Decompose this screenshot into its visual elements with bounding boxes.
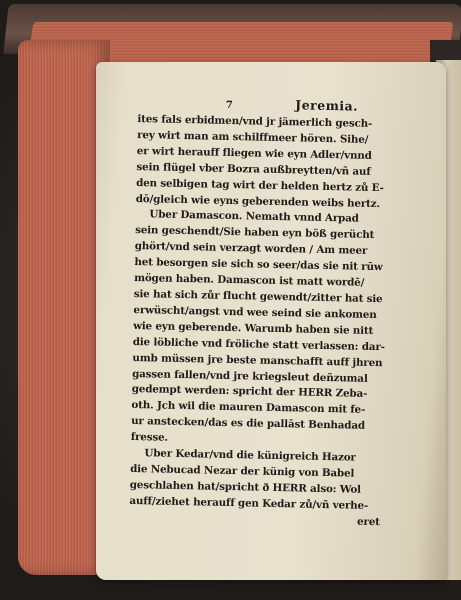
- text-line: gassen fallen/vnd jre kriegsleut deñzumal: [132, 367, 368, 385]
- text-line: wie eyn geberende. Warumb haben sie nitt: [133, 319, 374, 337]
- text-line: die löbliche vnd fröliche statt verlassen: dar-: [132, 335, 385, 353]
- text-line: sein geschendt/Sie haben eyn böß gerücht: [135, 224, 375, 242]
- text-line: het besorgen sie sich so seer/das sie nit rūw: [134, 256, 383, 274]
- text-line: sein flügel vber Bozra außbreytten/vñ auf: [136, 160, 371, 178]
- text-line: oth. Jch wil die mauren Damascon mit fe-: [131, 399, 366, 417]
- text-line: den selbigen tag wirt der helden hertz zů E-: [136, 176, 384, 194]
- text-line: geschlahen hat/spricht ð HERR also: Wol: [129, 478, 362, 496]
- text-line: fresse.: [130, 431, 169, 444]
- text-line: ites fals erbidmen/vnd jr jämerlich gesch-: [137, 112, 373, 130]
- catchword: eret: [356, 515, 380, 528]
- text-line: ghört/vnd sein verzagt worden / Am meer: [134, 240, 368, 258]
- text-line: mögen haben. Damascon ist matt wordē/: [134, 272, 365, 289]
- page-marker: 7: [225, 99, 234, 111]
- text-line: Uber Kedar/vnd die künigreich Hazor: [144, 447, 356, 464]
- text-line: auff/ziehet herauff gen Kedar zů/vñ verhe-: [129, 494, 369, 512]
- text-line: erwüscht/angst vnd wee seind sie ankomen: [133, 303, 377, 321]
- text-line: die Nebucad Nezar der künig von Babel: [130, 462, 355, 480]
- text-line: ur anstecken/das es die pallāst Benhadad: [131, 415, 366, 433]
- text-line: dō/gleich wie eyns geberenden weibs hertz.: [135, 192, 380, 210]
- text-line: er wirt herauff fliegen wie eyn Adler/vnnd: [136, 144, 372, 162]
- text-line: sie hat sich zůr flucht gewendt/zitter hat sie: [133, 287, 383, 306]
- text-line: gedempt werden: spricht der HERR Zeba-: [131, 383, 368, 401]
- page-text-block: [129, 94, 430, 528]
- running-head-title: Jeremia.: [295, 97, 359, 114]
- text-line: Uber Damascon. Nemath vnnd Arpad: [149, 208, 359, 226]
- text-line: umb müssen jre beste manschafft auff jhren: [132, 351, 383, 369]
- text-line: rey wirt man am schilffmeer hören. Sihe/: [137, 128, 369, 146]
